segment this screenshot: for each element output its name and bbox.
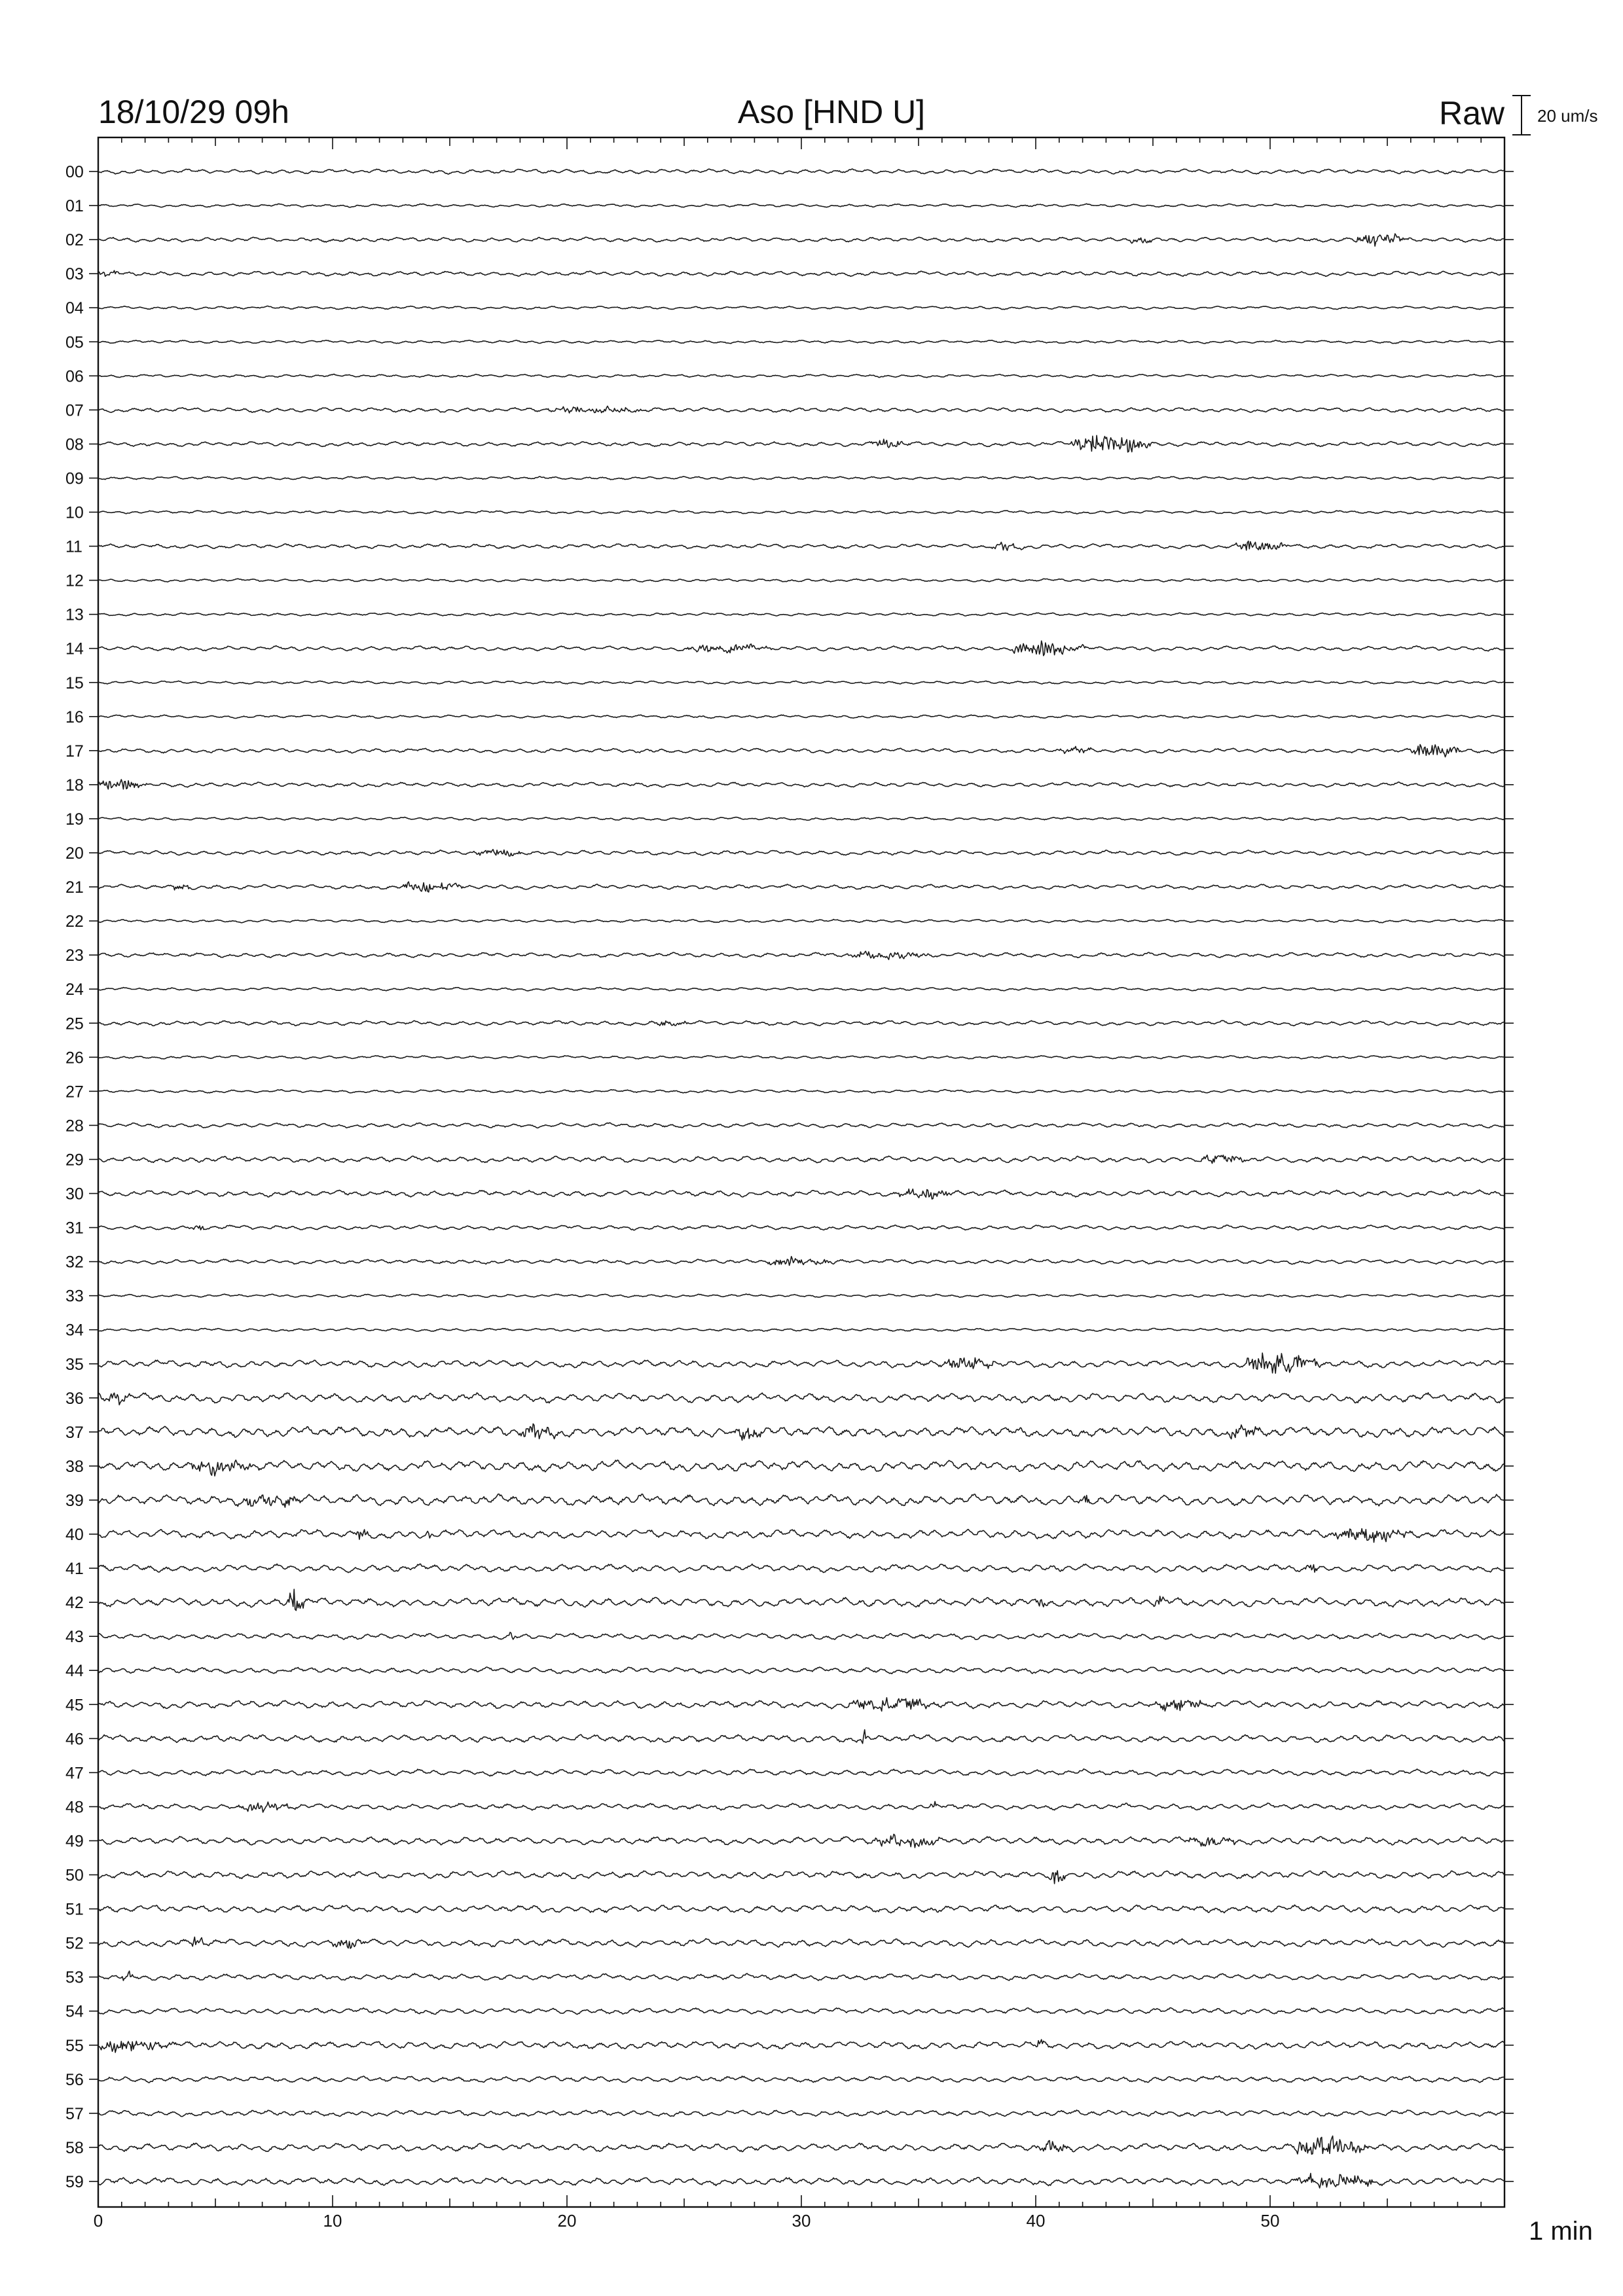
row-label-31: 31 — [65, 1219, 84, 1238]
x-axis-tick-labels — [94, 2211, 1280, 2231]
x-tick-label-40: 40 — [1026, 2211, 1046, 2231]
plot-frame — [98, 137, 1504, 2207]
trace-row-52 — [98, 1937, 1504, 1948]
trace-row-24 — [98, 988, 1504, 991]
trace-row-02 — [98, 234, 1504, 246]
trace-row-12 — [98, 579, 1504, 582]
row-label-48: 48 — [65, 1798, 84, 1817]
trace-row-22 — [98, 920, 1504, 923]
header-mode: Raw — [1438, 95, 1504, 132]
trace-row-03 — [98, 270, 1504, 276]
header-station-title: Aso [HND U] — [737, 94, 926, 130]
row-label-22: 22 — [65, 912, 84, 931]
trace-row-57 — [98, 2110, 1504, 2117]
row-label-42: 42 — [65, 1594, 84, 1613]
trace-row-23 — [98, 951, 1504, 960]
trace-row-56 — [98, 2076, 1504, 2083]
trace-row-15 — [98, 681, 1504, 684]
trace-row-09 — [98, 476, 1504, 480]
row-label-44: 44 — [65, 1662, 84, 1681]
row-label-52: 52 — [65, 1934, 84, 1953]
row-label-33: 33 — [65, 1287, 84, 1306]
trace-row-08 — [98, 435, 1504, 452]
row-label-05: 05 — [65, 333, 84, 352]
row-label-20: 20 — [65, 844, 84, 863]
trace-row-42 — [98, 1589, 1504, 1610]
trace-row-07 — [98, 406, 1504, 414]
trace-row-36 — [98, 1393, 1504, 1405]
trace-row-25 — [98, 1020, 1504, 1026]
trace-row-35 — [98, 1353, 1504, 1373]
row-label-29: 29 — [65, 1151, 84, 1170]
trace-row-13 — [98, 613, 1504, 616]
trace-row-44 — [98, 1667, 1504, 1674]
row-label-57: 57 — [65, 2104, 84, 2123]
row-label-16: 16 — [65, 708, 84, 726]
row-label-41: 41 — [65, 1560, 84, 1579]
trace-row-45 — [98, 1698, 1504, 1712]
row-label-08: 08 — [65, 435, 84, 454]
x-tick-label-0: 0 — [93, 2211, 103, 2231]
row-label-09: 09 — [65, 469, 84, 488]
trace-row-01 — [98, 204, 1504, 207]
row-label-01: 01 — [65, 197, 84, 216]
trace-row-04 — [98, 306, 1504, 310]
trace-row-34 — [98, 1328, 1504, 1331]
trace-row-40 — [98, 1529, 1504, 1543]
trace-row-20 — [98, 850, 1504, 856]
trace-row-46 — [98, 1730, 1504, 1744]
trace-row-55 — [98, 2039, 1504, 2053]
row-label-36: 36 — [65, 1389, 84, 1408]
trace-row-53 — [98, 1971, 1504, 1981]
trace-row-00 — [98, 169, 1504, 174]
trace-row-11 — [98, 541, 1504, 550]
trace-row-47 — [98, 1769, 1504, 1776]
row-label-15: 15 — [65, 673, 84, 692]
row-label-06: 06 — [65, 367, 84, 386]
row-label-50: 50 — [65, 1866, 84, 1885]
row-label-43: 43 — [65, 1628, 84, 1647]
row-label-37: 37 — [65, 1423, 84, 1442]
row-label-07: 07 — [65, 401, 84, 420]
row-label-00: 00 — [65, 163, 84, 181]
x-tick-label-20: 20 — [557, 2211, 577, 2231]
row-label-21: 21 — [65, 878, 84, 897]
trace-row-17 — [98, 745, 1504, 757]
row-label-46: 46 — [65, 1730, 84, 1749]
trace-row-27 — [98, 1090, 1504, 1093]
trace-row-37 — [98, 1424, 1504, 1440]
trace-row-51 — [98, 1905, 1504, 1913]
trace-row-18 — [98, 780, 1504, 789]
row-label-12: 12 — [65, 571, 84, 590]
trace-row-54 — [98, 2008, 1504, 2015]
row-label-24: 24 — [65, 980, 84, 999]
row-label-45: 45 — [65, 1696, 84, 1715]
row-label-59: 59 — [65, 2172, 84, 2191]
trace-row-43 — [98, 1632, 1504, 1640]
x-axis-unit-label: 1 min — [1529, 2217, 1593, 2246]
trace-row-50 — [98, 1871, 1504, 1884]
row-label-30: 30 — [65, 1185, 84, 1204]
row-label-40: 40 — [65, 1526, 84, 1544]
trace-row-28 — [98, 1122, 1504, 1128]
trace-row-59 — [98, 2174, 1504, 2188]
trace-row-32 — [98, 1257, 1504, 1266]
row-label-32: 32 — [65, 1253, 84, 1272]
row-label-35: 35 — [65, 1355, 84, 1374]
row-label-53: 53 — [65, 1968, 84, 1987]
row-labels — [65, 163, 1514, 2191]
row-label-13: 13 — [65, 605, 84, 624]
row-label-28: 28 — [65, 1117, 84, 1136]
minute-ticks — [98, 137, 1504, 2207]
row-label-38: 38 — [65, 1457, 84, 1476]
x-tick-label-30: 30 — [792, 2211, 811, 2231]
row-label-26: 26 — [65, 1049, 84, 1067]
row-label-47: 47 — [65, 1764, 84, 1783]
row-label-49: 49 — [65, 1832, 84, 1851]
row-label-34: 34 — [65, 1321, 84, 1340]
row-label-11: 11 — [65, 537, 82, 556]
x-tick-label-10: 10 — [323, 2211, 342, 2231]
row-label-10: 10 — [65, 503, 84, 522]
row-label-55: 55 — [65, 2036, 84, 2055]
trace-row-39 — [98, 1494, 1504, 1507]
trace-row-58 — [98, 2136, 1504, 2155]
trace-row-38 — [98, 1460, 1504, 1476]
trace-row-48 — [98, 1801, 1504, 1812]
trace-row-05 — [98, 340, 1504, 344]
row-label-39: 39 — [65, 1491, 84, 1510]
trace-row-16 — [98, 715, 1504, 718]
row-label-58: 58 — [65, 2138, 84, 2157]
trace-row-31 — [98, 1225, 1504, 1230]
scale-bar — [1512, 96, 1598, 135]
seismic-traces — [98, 169, 1504, 2188]
trace-row-10 — [98, 511, 1504, 514]
trace-row-30 — [98, 1189, 1504, 1199]
row-label-17: 17 — [65, 742, 84, 761]
trace-row-33 — [98, 1294, 1504, 1297]
header-datetime: 18/10/29 09h — [98, 94, 289, 130]
row-label-03: 03 — [65, 265, 84, 284]
row-label-18: 18 — [65, 776, 84, 795]
row-label-02: 02 — [65, 231, 84, 250]
row-label-19: 19 — [65, 810, 84, 829]
trace-row-26 — [98, 1056, 1504, 1059]
trace-row-49 — [98, 1834, 1504, 1848]
row-label-14: 14 — [65, 639, 84, 658]
trace-row-29 — [98, 1155, 1504, 1164]
row-label-54: 54 — [65, 2002, 84, 2021]
scale-bar-label: 20 um/s — [1537, 106, 1598, 126]
trace-row-06 — [98, 374, 1504, 378]
trace-row-19 — [98, 817, 1504, 821]
row-label-51: 51 — [65, 1900, 84, 1919]
row-label-04: 04 — [65, 299, 84, 318]
row-label-56: 56 — [65, 2070, 84, 2089]
trace-row-41 — [98, 1564, 1504, 1573]
trace-row-14 — [98, 641, 1504, 656]
row-label-27: 27 — [65, 1083, 84, 1102]
row-label-25: 25 — [65, 1014, 84, 1033]
row-label-23: 23 — [65, 946, 84, 965]
x-tick-label-50: 50 — [1260, 2211, 1280, 2231]
trace-row-21 — [98, 882, 1504, 892]
